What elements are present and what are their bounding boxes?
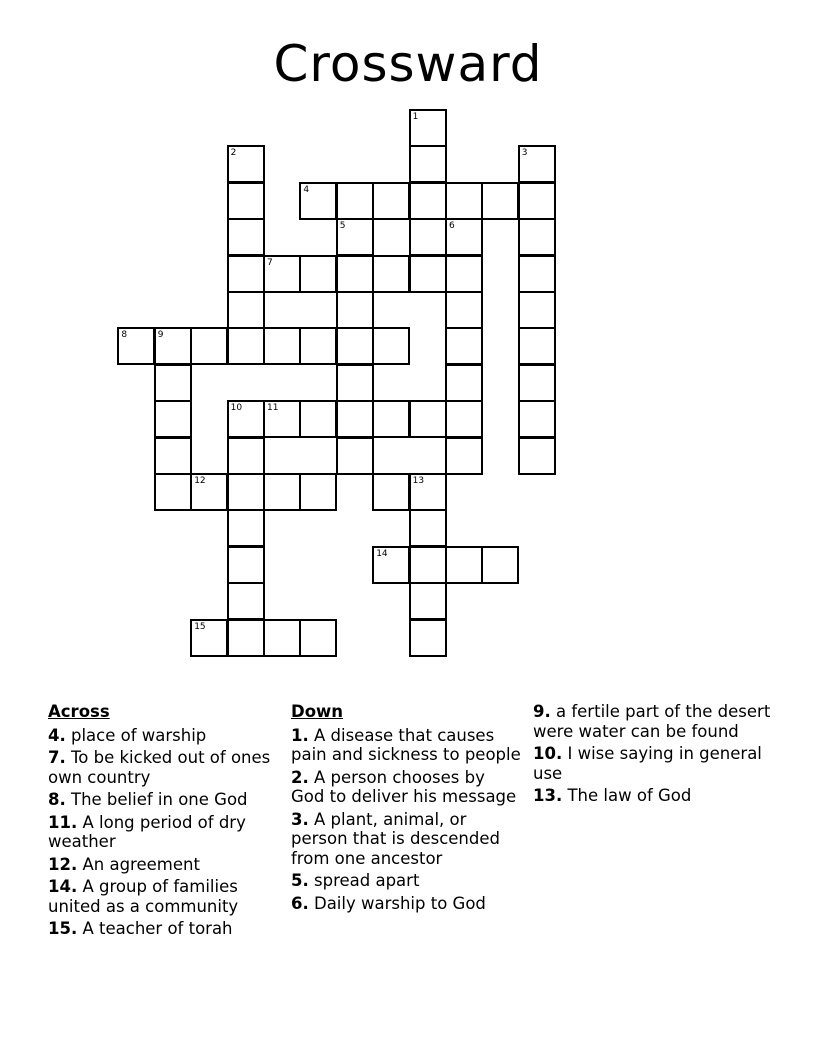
grid-cell[interactable]	[227, 546, 265, 584]
grid-cell[interactable]	[445, 400, 483, 438]
clue-number: 6.	[291, 893, 309, 913]
clue-number: 3.	[291, 809, 309, 829]
grid-cell[interactable]	[299, 327, 337, 365]
grid-cell[interactable]	[263, 255, 301, 293]
clue-item	[48, 726, 280, 746]
clue-number: 5.	[291, 871, 309, 890]
clue-item	[48, 877, 280, 916]
grid-cell[interactable]	[372, 182, 410, 220]
clue-item	[291, 871, 523, 891]
grid-cell[interactable]	[445, 364, 483, 402]
grid-cell[interactable]	[336, 182, 374, 220]
clue-text: Daily warship to God	[308, 893, 486, 913]
grid-cell[interactable]	[336, 218, 374, 256]
grid-cell[interactable]	[445, 255, 483, 293]
grid-cell[interactable]	[263, 619, 301, 657]
grid-cell[interactable]	[299, 619, 337, 657]
grid-cell[interactable]	[409, 582, 447, 620]
clue-number: 12.	[48, 854, 78, 874]
clue-item	[533, 786, 773, 806]
grid-cell[interactable]	[227, 582, 265, 620]
grid-cell[interactable]	[409, 255, 447, 293]
grid-cell[interactable]	[445, 437, 483, 475]
grid-cell[interactable]	[372, 473, 410, 511]
cell-number: 11	[267, 403, 279, 414]
clue-text: a fertile part of the desert were water can be found	[533, 702, 771, 741]
grid-cell[interactable]	[518, 218, 556, 256]
clue-text: place of warship	[65, 725, 207, 745]
clue-text: To be kicked out of ones own country	[48, 748, 271, 787]
grid-cell[interactable]	[372, 255, 410, 293]
grid-cell[interactable]	[372, 546, 410, 584]
clue-item	[291, 726, 523, 765]
grid-cell[interactable]	[518, 291, 556, 329]
grid-cell[interactable]	[518, 437, 556, 475]
cell-number: 3	[521, 148, 528, 159]
clue-number: 15.	[48, 919, 78, 938]
cell-number: 1	[412, 112, 419, 122]
clue-text: spread apart	[308, 871, 420, 890]
grid-cell[interactable]	[227, 437, 265, 475]
grid-cell[interactable]	[227, 619, 265, 657]
down-heading: Down	[291, 702, 344, 721]
clue-item	[533, 702, 773, 741]
grid-cell[interactable]	[263, 327, 301, 365]
grid-cell[interactable]	[409, 473, 447, 511]
grid-cell[interactable]	[227, 509, 265, 547]
clue-number: 10.	[533, 744, 563, 763]
grid-cell[interactable]	[299, 400, 337, 438]
grid-cell[interactable]	[154, 437, 192, 475]
grid-cell[interactable]	[409, 400, 447, 438]
clue-item	[48, 748, 280, 787]
clue-number: 13.	[533, 786, 563, 805]
grid-cell[interactable]	[445, 291, 483, 329]
grid-cell[interactable]	[445, 182, 483, 220]
clue-item	[48, 919, 280, 939]
grid-cell[interactable]	[409, 218, 447, 256]
grid-cell[interactable]	[445, 218, 483, 256]
cell-number: 9	[157, 330, 164, 341]
clue-number: 11.	[48, 812, 78, 832]
clue-text: A teacher of torah	[77, 919, 233, 938]
clue-item	[48, 855, 280, 875]
clue-text: A person chooses by God to deliver his message	[291, 767, 517, 806]
clue-text: A long period of dry weather	[48, 812, 246, 851]
grid-cell[interactable]	[336, 327, 374, 365]
grid-cell[interactable]	[518, 400, 556, 438]
grid-cell[interactable]	[409, 509, 447, 547]
grid-cell[interactable]	[227, 182, 265, 220]
grid-cell[interactable]	[227, 255, 265, 293]
grid-cell[interactable]	[154, 327, 192, 365]
grid-cell[interactable]	[190, 619, 228, 657]
grid-cell[interactable]	[154, 473, 192, 511]
grid-cell[interactable]	[409, 182, 447, 220]
grid-cell[interactable]	[299, 473, 337, 511]
clue-text: A group of families united as a community	[48, 877, 239, 916]
clue-item	[48, 813, 280, 852]
clue-number: 2.	[291, 767, 309, 787]
grid-cell[interactable]	[336, 364, 374, 402]
grid-cell[interactable]	[227, 400, 265, 438]
grid-cell[interactable]	[518, 255, 556, 293]
cell-number: 14	[376, 548, 388, 559]
grid-cell[interactable]	[372, 400, 410, 438]
grid-cell[interactable]	[445, 546, 483, 584]
grid-cell[interactable]	[445, 327, 483, 365]
page-title: Crossward	[273, 35, 543, 93]
grid-cell[interactable]	[518, 364, 556, 402]
clue-text: I wise saying in general use	[533, 744, 762, 783]
down-clues	[291, 702, 523, 916]
grid-cell[interactable]	[372, 327, 410, 365]
cell-number: 12	[194, 476, 206, 486]
grid-cell[interactable]	[227, 145, 265, 183]
grid-cell[interactable]	[409, 145, 447, 183]
across-heading: Across	[48, 702, 110, 721]
clue-text: A disease that causes pain and sickness to people	[291, 725, 521, 764]
grid-cell[interactable]	[336, 400, 374, 438]
grid-cell[interactable]	[190, 327, 228, 365]
clue-number: 7.	[48, 748, 66, 767]
grid-cell[interactable]	[481, 182, 519, 220]
cell-number: 13	[412, 476, 425, 486]
cell-number: 6	[449, 221, 455, 232]
cell-number: 5	[339, 221, 346, 232]
grid-cell[interactable]	[518, 327, 556, 365]
grid-cell[interactable]	[481, 546, 519, 584]
grid-cell[interactable]	[263, 400, 301, 438]
clue-number: 8.	[48, 790, 66, 809]
clue-item	[291, 768, 523, 807]
grid-cell[interactable]	[263, 473, 301, 511]
cell-number: 8	[121, 330, 128, 341]
cell-number: 4	[303, 184, 310, 195]
down-clues-continued	[533, 702, 773, 809]
clue-item	[291, 810, 523, 869]
across-clues	[48, 702, 280, 942]
cell-number: 10	[230, 403, 243, 414]
grid-cell[interactable]	[409, 546, 447, 584]
clue-text: The belief in one God	[65, 790, 248, 809]
clue-text: A plant, animal, or person that is descended from one ancestor	[291, 809, 500, 868]
cell-number: 7	[267, 257, 273, 268]
grid-cell[interactable]	[336, 437, 374, 475]
grid-cell[interactable]	[117, 327, 155, 365]
clue-text: An agreement	[77, 854, 200, 874]
grid-cell[interactable]	[409, 109, 447, 147]
grid-cell[interactable]	[409, 619, 447, 657]
grid-cell[interactable]	[518, 182, 556, 220]
clue-text: The law of God	[562, 786, 692, 805]
grid-cell[interactable]	[190, 473, 228, 511]
grid-cell[interactable]	[154, 364, 192, 402]
grid-cell[interactable]	[336, 255, 374, 293]
clue-item	[533, 744, 773, 783]
grid-cell[interactable]	[227, 218, 265, 256]
clue-number: 9.	[533, 702, 551, 721]
grid-cell[interactable]	[227, 291, 265, 329]
clue-number: 14.	[48, 877, 78, 896]
clue-number: 4.	[48, 725, 66, 745]
grid-cell[interactable]	[299, 182, 337, 220]
clue-item	[291, 894, 523, 914]
cell-number: 15	[194, 621, 206, 632]
clue-item	[48, 790, 280, 810]
grid-cell[interactable]	[299, 255, 337, 293]
grid-cell[interactable]	[227, 327, 265, 365]
clue-number: 1.	[291, 725, 309, 745]
grid-cell[interactable]	[227, 473, 265, 511]
grid-cell[interactable]	[518, 145, 556, 183]
grid-cell[interactable]	[154, 400, 192, 438]
cell-number: 2	[230, 148, 237, 159]
grid-cell[interactable]	[336, 291, 374, 329]
